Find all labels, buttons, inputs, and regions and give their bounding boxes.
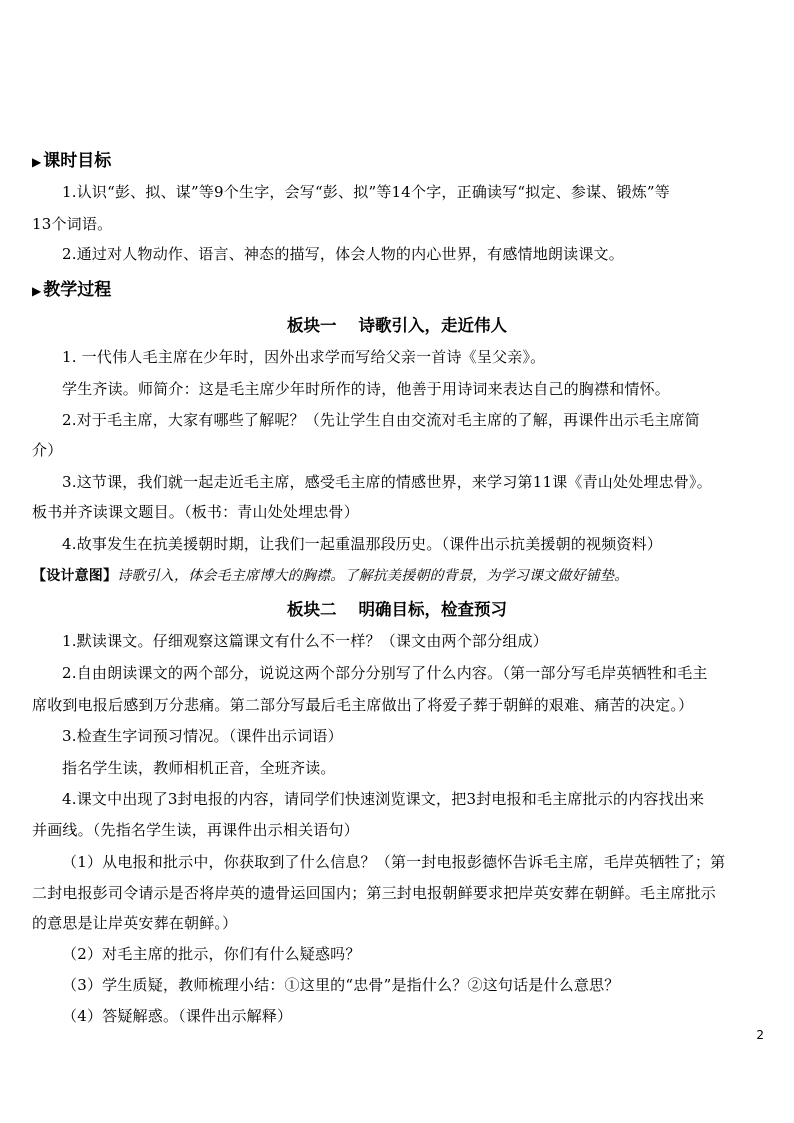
block-1-item-2-line-1: 2.对于毛主席，大家有哪些了解呢？（先让学生自由交流对毛主席的了解，再课件出示毛主席简	[62, 411, 700, 429]
design-intent-label: 【设计意图】	[32, 568, 118, 584]
block-1-item-1	[62, 346, 545, 367]
block-2-item-3-text: 3.检查生字词预习情况。（课件出示词语）	[62, 727, 343, 745]
block-1-title	[0, 312, 794, 336]
sub-item-2: （2）对毛主席的批示，你们有什么疑惑吗？	[62, 945, 361, 963]
sub-item-3: （3）学生质疑，教师梳理小结：①这里的“忠骨”是指什么？②这句话是什么意思？	[62, 976, 620, 994]
goal-2: 2.通过对人物动作、语言、神态的描写，体会人物的内心世界，有感情地朗读课文。	[62, 245, 624, 263]
design-intent-text: 诗歌引入，体会毛主席博大的胸襟。了解抗美援朝的背景，为学习课文做好铺垫。	[117, 568, 629, 584]
sub-item-1-line-1: （1）从电报和批示中，你获取到了什么信息？（第一封电报彭德怀告诉毛主席，毛岸英牺牲了；第	[62, 853, 726, 871]
block-1-item-3-line-2: 板书并齐读课文题目。（板书：青山处处埋忠骨）	[32, 503, 359, 521]
sub-item-4-text: （4）答疑解惑。（课件出示解释）	[62, 1007, 293, 1025]
block-1-number: 板块一	[287, 316, 337, 335]
block-2-item-2-line-2: 席收到电报后感到万分悲痛。第二部分写最后毛主席做出了将爱子葬于朝鲜的艰难、痛苦的决定。）	[32, 696, 694, 714]
goal-1-line-1: 1.认识“彭、拟、谋”等9个生字，会写“彭、拟”等14个字，正确读写“拟定、参谋、锻炼”等	[62, 183, 670, 201]
block-1-design-intent	[32, 565, 628, 585]
block-2-item-4-text: 并画线。（先指名学生读，再课件出示相关语句）	[32, 821, 359, 839]
block-2-number: 板块二	[287, 600, 337, 619]
block-2-title	[0, 596, 794, 620]
block-1-item-2-line-2	[32, 439, 62, 460]
block-1-item-1-note: 学生齐读。师简介：这是毛主席少年时所作的诗，他善于用诗词来表达自己的胸襟和情怀。	[62, 380, 671, 398]
section-heading-goals	[32, 146, 111, 171]
block-2-item-4-line-1: 4.课文中出现了3封电报的内容，请同学们快速浏览课文，把3封电报和毛主席批示的内容找出来	[62, 790, 705, 808]
block-1-item-3-line-1: 3.这节课，我们就一起走近毛主席，感受毛主席的情感世界，来学习第11课《青山处处埋忠骨》。	[62, 473, 712, 491]
sub-item-1-line-2: 二封电报彭司令请示是否将岸英的遗骨运回国内；第三封电报朝鲜要求把岸英安葬在朝鲜。毛主席批示	[32, 884, 717, 902]
block-2-item-3-note: 指名学生读，教师相机正音，全班齐读。	[62, 759, 336, 777]
block-2-name: 明确目标，检查预习	[358, 600, 507, 619]
block-2-item-1: 1.默读课文。仔细观察这篇课文有什么不一样？（课文由两个部分组成）	[62, 632, 548, 650]
process-heading-text: 教学过程	[43, 280, 112, 300]
block-1-item-2-text: 介）	[32, 441, 63, 459]
goals-heading-text: 课时目标	[43, 151, 112, 171]
sub-item-4	[62, 1005, 292, 1026]
block-1-item-1-text: 1. 一代伟人毛主席在少年时，因外出求学而写给父亲一首诗《呈父亲》。	[62, 348, 546, 366]
block-2-item-2-line-1: 2.自由朗读课文的两个部分，说说这两个部分分别写了什么内容。（第一部分写毛岸英牺牲和毛主	[62, 664, 708, 682]
sub-item-1-line-3: 的意思是让岸英安葬在朝鲜。）	[32, 914, 238, 932]
block-2-item-3	[62, 725, 343, 746]
block-1-name: 诗歌引入，走近伟人	[358, 316, 507, 335]
triangle-bullet-icon: ▶	[32, 155, 42, 169]
triangle-bullet-icon: ▶	[32, 284, 42, 298]
goal-1-line-2: 13个词语。	[32, 215, 113, 233]
block-1-item-4: 4.故事发生在抗美援朝时期，让我们一起重温那段历史。（课件出示抗美援朝的视频资料）	[62, 535, 663, 553]
section-heading-process	[32, 275, 111, 300]
page-number: 2	[756, 1028, 764, 1042]
block-2-item-4-line-2	[32, 819, 359, 840]
